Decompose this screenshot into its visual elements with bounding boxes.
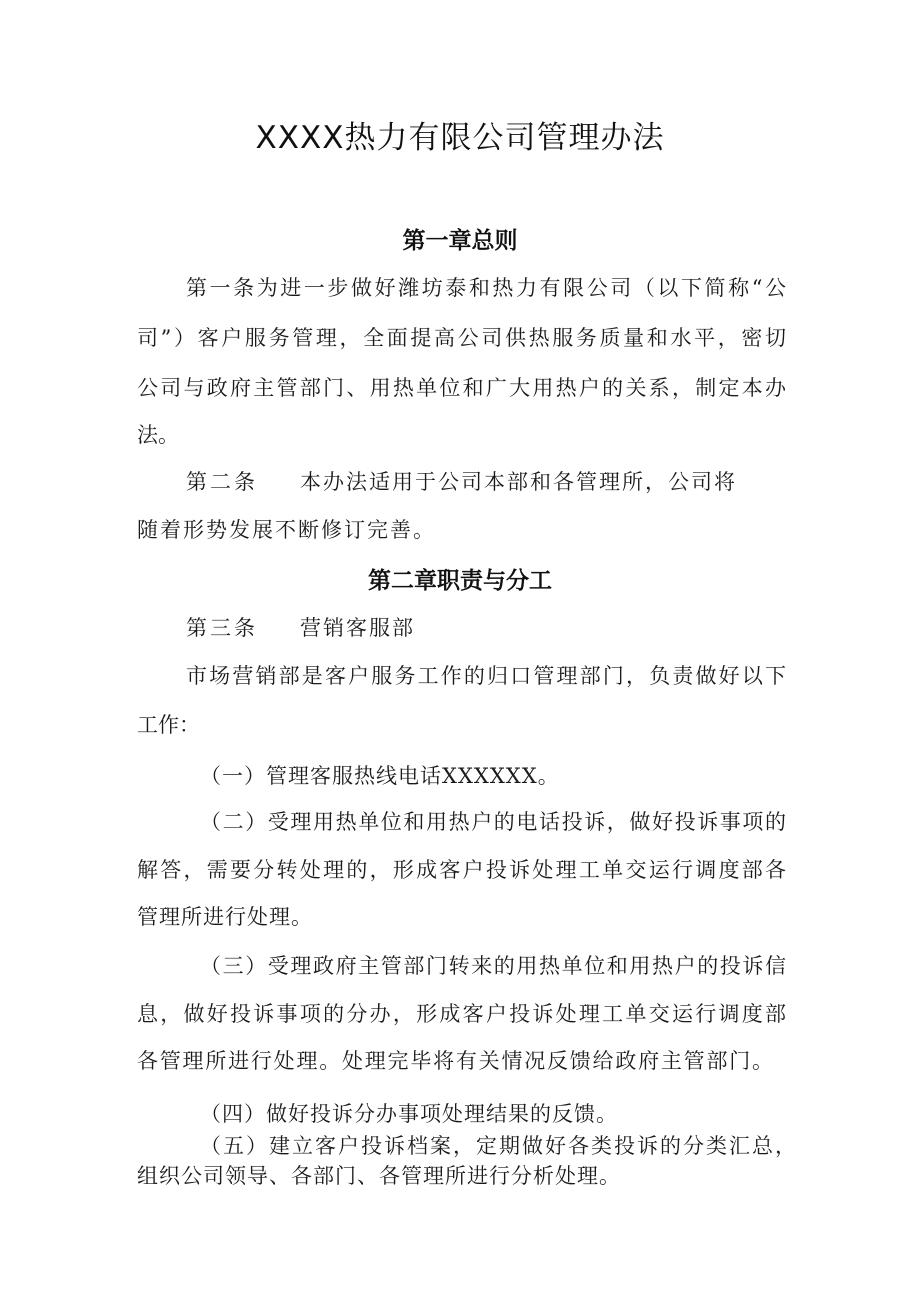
item-2-line-1: （二）受理用热单位和用热户的电话投诉，做好投诉事项的 xyxy=(200,810,786,834)
item-4-line-1: （四）做好投诉分办事项处理结果的反馈。 xyxy=(200,1102,618,1126)
item-5-line-1: （五）建立客户投诉档案，定期做好各类投诉的分类汇总， xyxy=(200,1134,796,1158)
item-5-line-2: 组织公司领导、各部门、各管理所进行分析处理。 xyxy=(137,1164,621,1188)
item-2-line-3: 管理所进行处理。 xyxy=(137,905,313,929)
item-1-line-1: （一）管理客服热线电话XXXXXX。 xyxy=(200,764,560,788)
article-1-line-4: 法。 xyxy=(137,423,179,447)
item-3-line-3: 各管理所进行处理。处理完毕将有关情况反馈给政府主管部门。 xyxy=(137,1049,773,1073)
article-2-line-2: 随着形势发展不断修订完善。 xyxy=(137,518,436,542)
article-2-label: 第二条 xyxy=(186,470,258,494)
article-3-label: 第三条 xyxy=(186,616,258,640)
item-3-line-2: 息，做好投诉事项的分办，形成客户投诉处理工单交运行调度部 xyxy=(137,1002,786,1026)
intro-line-1: 市场营销部是客户服务工作的归口管理部门，负责做好以下 xyxy=(186,664,786,688)
article-1-line-1: 第一条为进一步做好潍坊泰和热力有限公司（以下简称“公 xyxy=(186,276,786,300)
article-1-line-3: 公司与政府主管部门、用热单位和广大用热户的关系，制定本办 xyxy=(137,376,786,400)
article-1-line-2: 司”）客户服务管理，全面提高公司供热服务质量和水平，密切 xyxy=(137,326,786,350)
chapter-2-heading: 第二章职责与分工 xyxy=(368,568,552,594)
item-3-line-1: （三）受理政府主管部门转来的用热单位和用热户的投诉信 xyxy=(200,954,786,978)
document-title: XXXX热力有限公司管理办法 xyxy=(255,120,665,156)
item-2-line-2: 解答，需要分转处理的，形成客户投诉处理工单交运行调度部各 xyxy=(137,858,786,882)
article-3-text: 营销客服部 xyxy=(300,616,415,640)
article-2-line-1: 本办法适用于公司本部和各管理所，公司将 xyxy=(300,470,737,494)
intro-line-2: 工作： xyxy=(137,713,200,737)
chapter-1-heading: 第一章总则 xyxy=(402,228,518,254)
